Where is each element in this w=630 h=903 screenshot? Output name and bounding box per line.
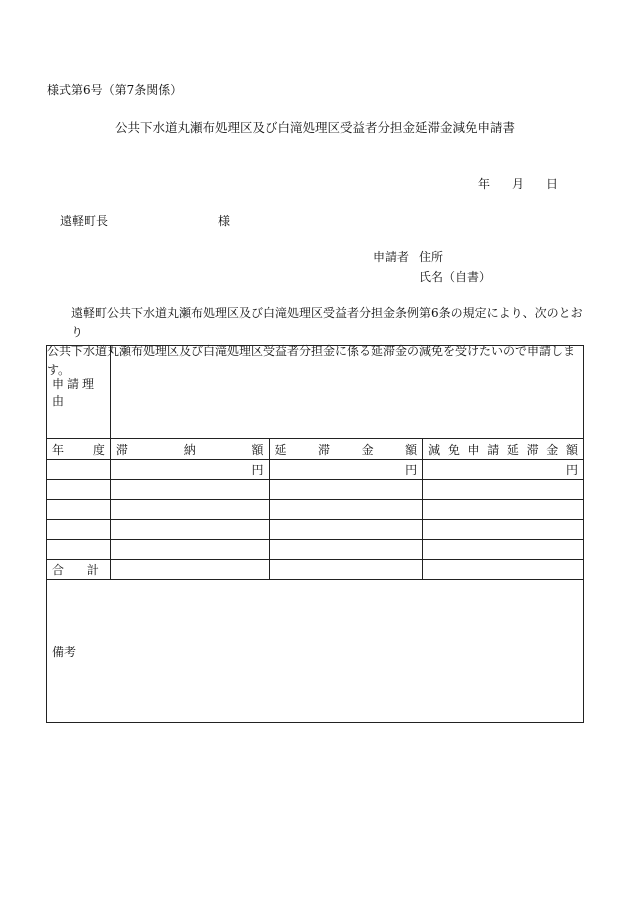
reason-label: 申請理由 bbox=[52, 377, 98, 408]
header-reduction-request: 減 免 申 請 延 滞 金 額 bbox=[423, 439, 584, 460]
statement-line-2: 公共下水道丸瀬布処理区及び白滝処理区受益者分担金に係る延滞金の減免を受けたいので申請します。 bbox=[47, 344, 576, 377]
reduction-request-cell[interactable] bbox=[423, 520, 584, 540]
recipient-name: 遠軽町長 bbox=[60, 214, 109, 228]
total-reduction-request-cell[interactable] bbox=[423, 560, 584, 580]
total-overdue-amount-cell[interactable] bbox=[110, 560, 269, 580]
late-fee-cell[interactable] bbox=[269, 500, 423, 520]
late-fee-cell[interactable] bbox=[269, 480, 423, 500]
table-row bbox=[47, 520, 584, 540]
total-label-cell: 合 計 bbox=[47, 560, 111, 580]
name-label: 氏名（自書） bbox=[419, 270, 492, 284]
overdue-amount-cell[interactable] bbox=[110, 460, 269, 480]
address-label: 住所 bbox=[419, 250, 444, 264]
overdue-amount-cell[interactable] bbox=[110, 480, 269, 500]
column-header-row bbox=[47, 439, 584, 460]
statement-line-1: 遠軽町公共下水道丸瀬布処理区及び白滝処理区受益者分担金条例第6条の規定により、次のとおり bbox=[71, 306, 583, 339]
table-row bbox=[47, 540, 584, 560]
yen-unit: 円 bbox=[251, 463, 264, 477]
reduction-request-cell[interactable] bbox=[423, 540, 584, 560]
reduction-request-cell[interactable] bbox=[423, 460, 584, 480]
table-row bbox=[47, 500, 584, 520]
year-cell[interactable] bbox=[47, 500, 111, 520]
reason-label-cell bbox=[47, 346, 111, 439]
recipient-honorific: 様 bbox=[218, 214, 231, 228]
reduction-request-cell[interactable] bbox=[423, 480, 584, 500]
application-table bbox=[46, 345, 584, 723]
reduction-request-cell[interactable] bbox=[423, 500, 584, 520]
table-row bbox=[47, 480, 584, 500]
total-late-fee-cell[interactable] bbox=[269, 560, 423, 580]
recipient-line bbox=[60, 212, 230, 229]
date-year-label: 年 bbox=[478, 177, 491, 191]
overdue-amount-cell[interactable] bbox=[110, 540, 269, 560]
document-title: 公共下水道丸瀬布処理区及び白滝処理区受益者分担金延滞金減免申請書 bbox=[114, 120, 515, 135]
late-fee-cell[interactable] bbox=[269, 520, 423, 540]
total-row bbox=[47, 560, 584, 580]
year-cell[interactable] bbox=[47, 460, 111, 480]
reason-input-cell[interactable] bbox=[110, 346, 583, 439]
yen-unit: 円 bbox=[565, 463, 578, 477]
year-cell[interactable] bbox=[47, 520, 111, 540]
header-year: 年 度 bbox=[47, 439, 111, 460]
late-fee-cell[interactable] bbox=[269, 540, 423, 560]
remarks-cell[interactable] bbox=[47, 580, 584, 723]
table-row bbox=[47, 460, 584, 480]
date-day-label: 日 bbox=[546, 177, 559, 191]
date-line bbox=[478, 175, 558, 192]
header-late-fee: 延 滞 金 額 bbox=[269, 439, 423, 460]
remarks-label: 備考 bbox=[52, 644, 77, 659]
date-month-label: 月 bbox=[512, 177, 525, 191]
reason-row bbox=[47, 346, 584, 439]
overdue-amount-cell[interactable] bbox=[110, 500, 269, 520]
overdue-amount-cell[interactable] bbox=[110, 520, 269, 540]
remarks-row bbox=[47, 580, 584, 723]
header-overdue-amount: 滞 納 額 bbox=[110, 439, 269, 460]
year-cell[interactable] bbox=[47, 480, 111, 500]
year-cell[interactable] bbox=[47, 540, 111, 560]
applicant-line bbox=[373, 248, 443, 265]
applicant-label: 申請者 bbox=[373, 250, 410, 264]
yen-unit: 円 bbox=[405, 463, 418, 477]
form-number: 様式第6号（第7条関係） bbox=[47, 83, 183, 97]
late-fee-cell[interactable] bbox=[269, 460, 423, 480]
